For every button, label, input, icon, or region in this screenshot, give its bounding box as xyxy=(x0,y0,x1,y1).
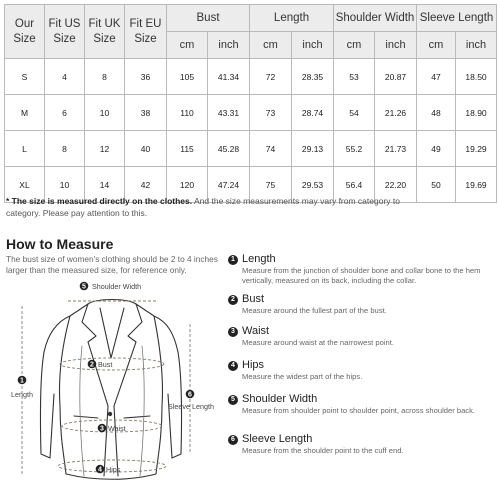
table-cell: 14 xyxy=(85,167,125,203)
table-cell: 8 xyxy=(45,131,85,167)
table-cell: M xyxy=(5,95,45,131)
table-cell: XL xyxy=(5,167,45,203)
header-fit-us: Fit US Size xyxy=(45,5,85,59)
table-cell: 56.4 xyxy=(334,167,375,203)
table-cell: 6 xyxy=(45,95,85,131)
table-cell: 20.87 xyxy=(375,59,417,95)
table-cell: 18.50 xyxy=(456,59,497,95)
table-cell: 8 xyxy=(85,59,125,95)
step-description: Measure from the junction of shoulder bone and collar bone to the hem vertically, measured on its back, including the collar. xyxy=(242,266,481,285)
table-cell: 115 xyxy=(167,131,208,167)
size-note xyxy=(6,196,406,219)
unit-inch: inch xyxy=(292,32,334,59)
figure-label-length: Length xyxy=(11,390,33,399)
right-lapel xyxy=(114,304,142,406)
table-cell: 120 xyxy=(167,167,208,203)
table-cell: 28.74 xyxy=(292,95,334,131)
table-cell: 21.73 xyxy=(375,131,417,167)
size-note-rest: And the size measurements may vary from category to category. Please pay attention to this. xyxy=(6,196,400,218)
right-pocket xyxy=(124,416,150,418)
table-cell: 42 xyxy=(125,167,167,203)
header-length: Length xyxy=(250,5,334,32)
table-cell: S xyxy=(5,59,45,95)
table-cell: 75 xyxy=(250,167,292,203)
step-description: Measure from shoulder point to shoulder point, across shoulder back. xyxy=(242,406,475,415)
table-cell: 38 xyxy=(125,95,167,131)
step-number: 6 xyxy=(228,435,238,445)
table-cell: 73 xyxy=(250,95,292,131)
table-cell: 36 xyxy=(125,59,167,95)
table-cell: 21.26 xyxy=(375,95,417,131)
step-number: 1 xyxy=(228,255,238,265)
table-cell: 49 xyxy=(417,131,456,167)
table-cell: 74 xyxy=(250,131,292,167)
step-title: Shoulder Width xyxy=(242,393,318,405)
callout-6-number: 6 xyxy=(188,391,192,399)
table-cell: 50 xyxy=(417,167,456,203)
table-cell: 43.31 xyxy=(208,95,250,131)
unit-cm: cm xyxy=(250,32,292,59)
callout-5-number: 5 xyxy=(82,283,86,291)
figure-label-waist: Waist xyxy=(108,424,126,433)
how-to-measure-description: The bust size of women's clothing should be 2 to 4 inches larger than the measured size, for reference only. xyxy=(6,254,218,275)
unit-inch: inch xyxy=(456,32,497,59)
size-note-bold: * The size is measured directly on the clothes. xyxy=(6,196,193,206)
table-row xyxy=(5,131,497,167)
table-cell: 55.2 xyxy=(334,131,375,167)
table-cell: 40 xyxy=(125,131,167,167)
table-cell: 29.53 xyxy=(292,167,334,203)
unit-cm: cm xyxy=(417,32,456,59)
back-collar xyxy=(88,300,136,305)
table-cell: 41.34 xyxy=(208,59,250,95)
table-cell: 4 xyxy=(45,59,85,95)
left-seam xyxy=(80,346,84,476)
table-cell: 19.69 xyxy=(456,167,497,203)
table-body xyxy=(5,59,497,203)
figure-label-bust: Bust xyxy=(98,360,113,369)
table-cell: 28.35 xyxy=(292,59,334,95)
table-cell: 29.13 xyxy=(292,131,334,167)
right-seam xyxy=(140,346,144,476)
size-chart-table xyxy=(4,4,497,203)
unit-inch: inch xyxy=(208,32,250,59)
neckline xyxy=(100,308,124,358)
table-cell: 10 xyxy=(45,167,85,203)
unit-cm: cm xyxy=(167,32,208,59)
header-fit-uk: Fit UK Size xyxy=(85,5,125,59)
step-title: Waist xyxy=(242,325,270,337)
figure-label-shoulder: Shoulder Width xyxy=(92,282,142,291)
unit-inch: inch xyxy=(375,32,417,59)
table-cell: 12 xyxy=(85,131,125,167)
left-pocket xyxy=(74,416,98,418)
table-cell: 19.29 xyxy=(456,131,497,167)
jacket-illustration xyxy=(4,276,220,490)
table-cell: 47 xyxy=(417,59,456,95)
step-number: 2 xyxy=(228,295,238,305)
step-description: Measure the widest part of the hips. xyxy=(242,372,363,381)
table-cell: 18.90 xyxy=(456,95,497,131)
table-cell: 53 xyxy=(334,59,375,95)
table-cell: 10 xyxy=(85,95,125,131)
callout-4-number: 4 xyxy=(98,466,102,474)
unit-cm: cm xyxy=(334,32,375,59)
step-title: Sleeve Length xyxy=(242,433,313,445)
callout-2-number: 2 xyxy=(90,361,94,369)
body-outline xyxy=(59,316,162,479)
header-sleeve-length: Sleeve Length xyxy=(417,5,497,32)
table-cell: 47.24 xyxy=(208,167,250,203)
step-number: 5 xyxy=(228,395,238,405)
jacket-button xyxy=(108,412,112,416)
table-cell: 72 xyxy=(250,59,292,95)
table-cell: 105 xyxy=(167,59,208,95)
figure-label-hips: Hips xyxy=(106,465,121,474)
step-title: Hips xyxy=(242,359,265,371)
table-cell: L xyxy=(5,131,45,167)
header-shoulder-width: Shoulder Width xyxy=(334,5,417,32)
step-title: Length xyxy=(242,253,276,265)
table-cell: 48 xyxy=(417,95,456,131)
header-bust: Bust xyxy=(167,5,250,32)
table-row xyxy=(5,95,497,131)
how-to-measure-title: How to Measure xyxy=(6,236,114,252)
table-cell: 45.28 xyxy=(208,131,250,167)
callout-3-number: 3 xyxy=(100,425,104,433)
table-cell: 54 xyxy=(334,95,375,131)
table-cell: 22.20 xyxy=(375,167,417,203)
step-description: Measure around waist at the narrowest point. xyxy=(242,338,394,347)
figure-label-sleeve: Sleeve Length xyxy=(168,402,214,411)
table-cell: 110 xyxy=(167,95,208,131)
jacket-diagram xyxy=(4,276,220,490)
left-lapel xyxy=(82,304,108,406)
header-our-size: Our Size xyxy=(5,5,45,59)
callout-1-number: 1 xyxy=(20,377,24,385)
step-number: 3 xyxy=(228,327,238,337)
step-description: Measure from the shoulder point to the cuff end. xyxy=(242,446,404,455)
step-number: 4 xyxy=(228,361,238,371)
step-description: Measure around the fullest part of the bust. xyxy=(242,306,387,315)
step-title: Bust xyxy=(242,293,265,305)
header-fit-eu: Fit EU Size xyxy=(125,5,167,59)
table-header-row xyxy=(5,5,497,32)
table-row xyxy=(5,59,497,95)
